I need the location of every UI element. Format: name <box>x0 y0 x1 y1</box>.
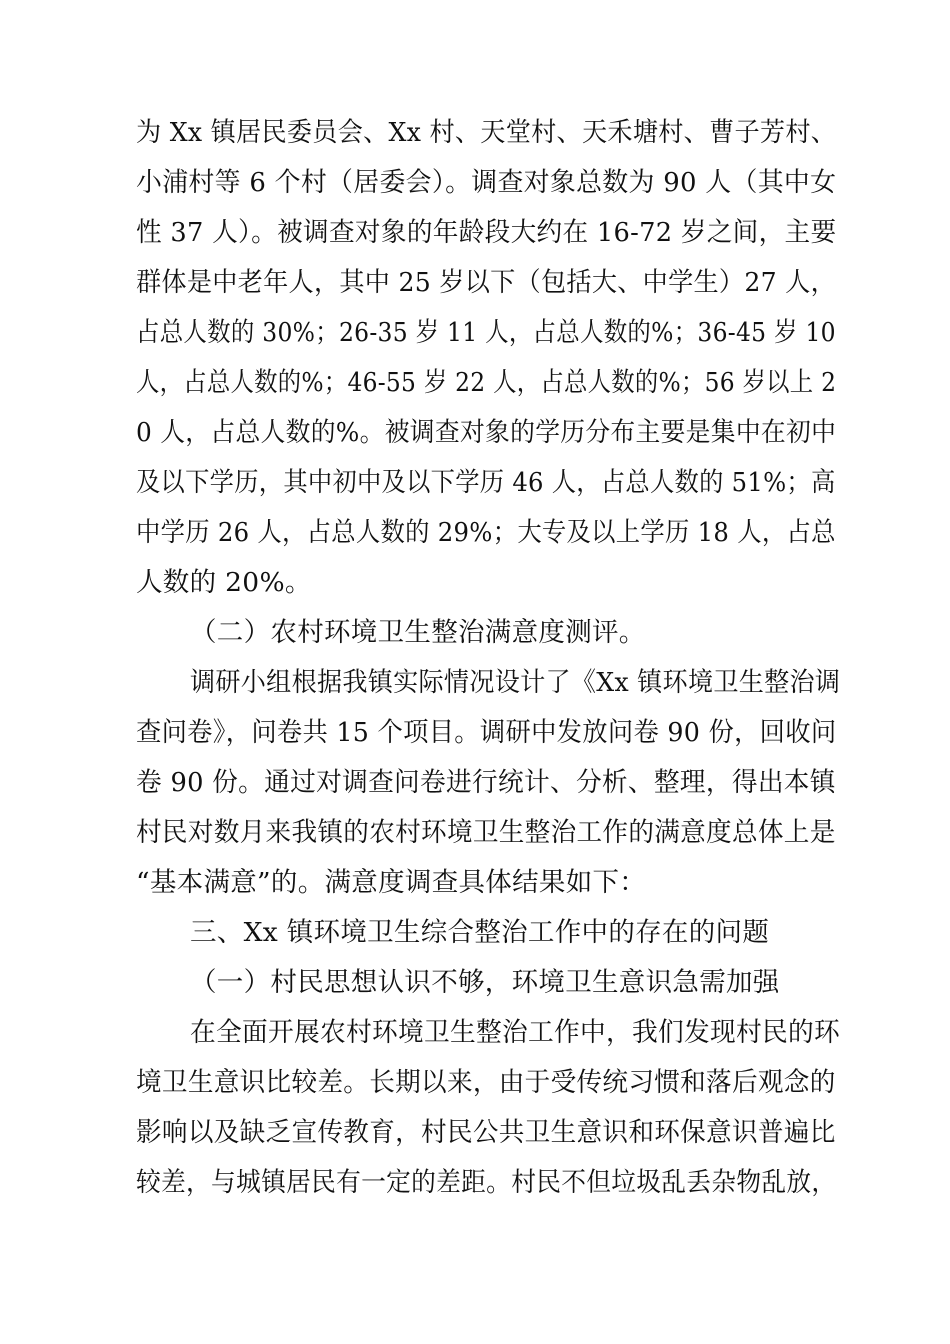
body-text-line: 村民对数月来我镇的农村环境卫生整治工作的满意度总体上是 <box>136 817 836 848</box>
body-text-line: 及以下学历，其中初中及以下学历 46 人，占总人数的 51%；高 <box>136 467 836 498</box>
body-text-line: 性 37 人）。被调查对象的年龄段大约在 16-72 岁之间，主要 <box>136 217 837 248</box>
chapter-heading: 三、Xx 镇环境卫生综合整治工作中的存在的问题 <box>190 917 770 948</box>
body-text-line: 调研小组根据我镇实际情况设计了《Xx 镇环境卫生整治调 <box>190 667 841 698</box>
body-text-line: 境卫生意识比较差。长期以来，由于受传统习惯和落后观念的 <box>136 1067 836 1098</box>
body-text-line: 查问卷》，问卷共 15 个项目。调研中发放问卷 90 份，回收问 <box>136 717 837 748</box>
body-text-line: 为 Xx 镇居民委员会、Xx 村、天堂村、天禾塘村、曹子芳村、 <box>136 117 837 148</box>
body-text-line: 较差，与城镇居民有一定的差距。村民不但垃圾乱丢杂物乱放， <box>136 1167 837 1198</box>
body-text-line: 人数的 20%。 <box>136 567 312 598</box>
body-text-line: 卷 90 份。通过对调查问卷进行统计、分析、整理，得出本镇 <box>136 767 836 798</box>
body-text-line: 在全面开展农村环境卫生整治工作中，我们发现村民的环 <box>190 1017 840 1048</box>
body-text-line: 群体是中老年人，其中 25 岁以下（包括大、中学生）27 人， <box>136 267 837 298</box>
body-text-line: 中学历 26 人，占总人数的 29%；大专及以上学历 18 人，占总 <box>136 517 836 548</box>
body-text-line: 0 人，占总人数的%。被调查对象的学历分布主要是集中在初中 <box>136 417 837 448</box>
body-text-line: “基本满意”的。满意度调查具体结果如下： <box>136 867 647 898</box>
body-text-line: 人，占总人数的%；46-55 岁 22 人，占总人数的%；56 岁以上 2 <box>136 367 837 398</box>
body-text-line: 占总人数的 30%；26-35 岁 11 人，占总人数的%；36-45 岁 10 <box>136 317 836 348</box>
body-text-line: 影响以及缺乏宣传教育，村民公共卫生意识和环保意识普遍比 <box>136 1117 836 1148</box>
section-heading: （二）农村环境卫生整治满意度测评。 <box>190 617 646 648</box>
body-text-line: 小浦村等 6 个村（居委会）。调查对象总数为 90 人（其中女 <box>136 167 837 198</box>
section-heading: （一）村民思想认识不够，环境卫生意识急需加强 <box>190 967 780 998</box>
